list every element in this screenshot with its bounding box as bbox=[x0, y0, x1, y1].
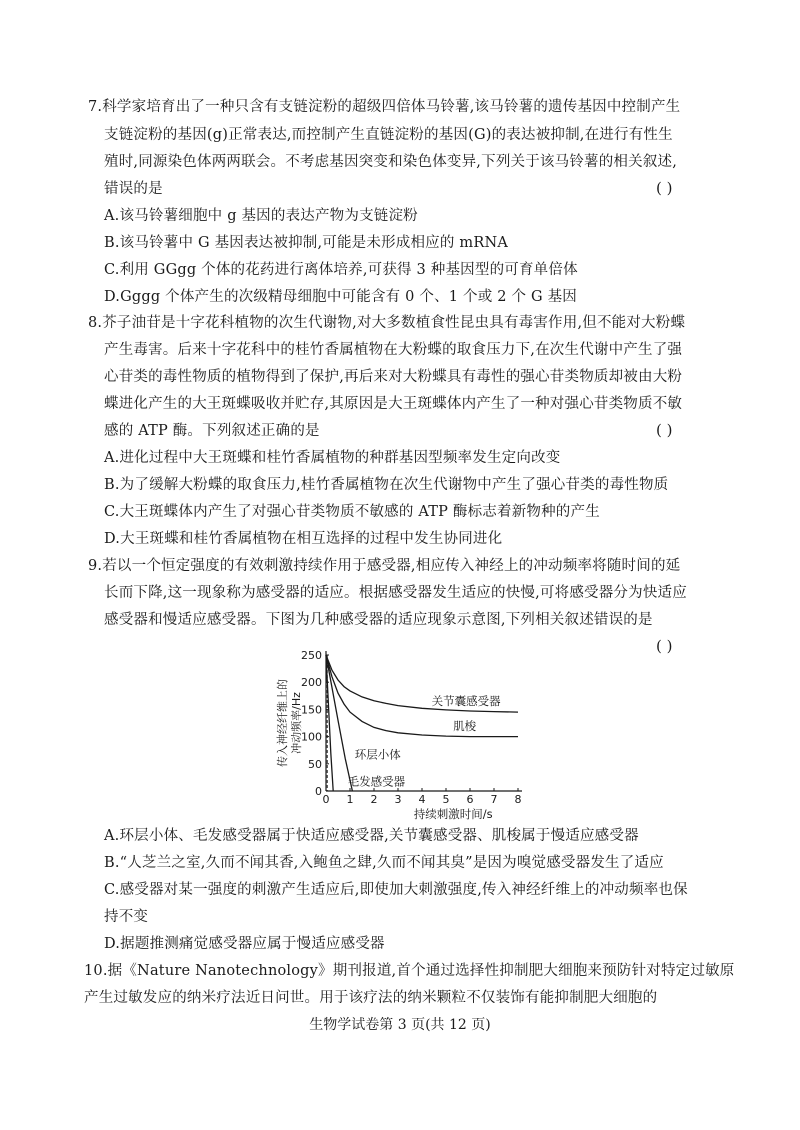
q9-option-b: B.“人芝兰之室,久而不闻其香,入鲍鱼之肆,久而不闻其臭”是因为嗅觉感受器发生了适应 bbox=[104, 855, 664, 871]
q8-stem-line-3: 心苷类的毒性物质的植物得到了保护,再后来对大粉蝶具有毒性的强心苷类物质却被由大粉 bbox=[104, 369, 683, 385]
q9-option-d: D.据题推测痛觉感受器应属于慢适应感受器 bbox=[104, 936, 385, 952]
q8-option-b: B.为了缓解大粉蝶的取食压力,桂竹香属植物在次生代谢物中产生了强心苷类的毒性物质 bbox=[104, 477, 669, 493]
y-tick-label: 150 bbox=[301, 703, 322, 717]
x-axis-title: 持续刺激时间/s bbox=[413, 807, 493, 821]
y-axis-title-line-2: 冲动频率/Hz bbox=[290, 692, 303, 754]
x-tick-label: 7 bbox=[490, 793, 498, 806]
q10-stem-line-1: 10.据《Nature Nanotechnology》期刊报道,首个通过选择性抑制肥大细胞来预防针对特定过敏原 bbox=[84, 963, 735, 979]
adaptation-chart bbox=[268, 643, 538, 821]
x-tick-label: 5 bbox=[442, 793, 450, 806]
q9-answer-blank: ( ) bbox=[656, 637, 673, 655]
q7-stem-line-2: 支链淀粉的基因(g)正常表达,而控制产生直链淀粉的基因(G)的表达被抑制,在进行有性生 bbox=[104, 127, 673, 143]
q8-stem-line-2: 产生毒害。后来十字花科中的桂竹香属植物在大粉蝶的取食压力下,在次生代谢中产生了强 bbox=[104, 342, 683, 358]
y-tick-label: 200 bbox=[301, 676, 322, 690]
y-tick-label: 50 bbox=[308, 757, 322, 771]
q9-stem-line-2: 长而下降,这一现象称为感受器的适应。根据感受器发生适应的快慢,可将感受器分为快适应 bbox=[104, 585, 687, 601]
q9-option-a: A.环层小体、毛发感受器属于快适应感受器,关节囊感受器、肌梭属于慢适应感受器 bbox=[104, 828, 639, 844]
q7-answer-blank: ( ) bbox=[656, 179, 673, 197]
q8-option-c: C.大王斑蝶体内产生了对强心苷类物质不敏感的 ATP 酶标志着新物种的产生 bbox=[104, 504, 600, 520]
q9-stem-line-1: 9.若以一个恒定强度的有效刺激持续作用于感受器,相应传入神经上的冲动频率将随时间的延 bbox=[88, 558, 681, 574]
q8-stem-line-1: 8.芥子油苷是十字花科植物的次生代谢物,对大多数植食性昆虫具有毒害作用,但不能对大粉蝶 bbox=[88, 315, 686, 331]
q10-stem-line-2: 产生过敏发应的纳米疗法近日问世。用于该疗法的纳米颗粒不仅装饰有能抑制肥大细胞的 bbox=[84, 990, 658, 1006]
x-tick-label: 0 bbox=[322, 793, 330, 806]
x-tick-label: 6 bbox=[466, 793, 474, 806]
y-tick-label: 0 bbox=[315, 785, 322, 798]
series-label-4: 毛发感受器 bbox=[347, 774, 406, 789]
q9-option-c: C.感受器对某一强度的刺激产生适应后,即使加大刺激强度,传入神经纤维上的冲动频率也保 bbox=[104, 882, 688, 898]
y-tick-label: 250 bbox=[301, 649, 322, 662]
x-tick-label: 4 bbox=[418, 793, 426, 806]
q7-option-a: A.该马铃薯细胞中 g 基因的表达产物为支链淀粉 bbox=[104, 208, 418, 224]
series-label-1: 关节囊感受器 bbox=[431, 694, 501, 709]
q9-stem-line-3: 感受器和慢适应感受器。下图为几种感受器的适应现象示意图,下列相关叙述错误的是 bbox=[104, 612, 653, 628]
y-axis-title-line-1: 传入神经纤维上的 bbox=[276, 679, 289, 767]
q8-option-d: D.大王斑蝶和桂竹香属植物在相互选择的过程中发生协同进化 bbox=[104, 531, 503, 547]
q8-stem-line-5: 感的 ATP 酶。下列叙述正确的是 bbox=[104, 423, 320, 439]
x-tick-label: 1 bbox=[346, 793, 354, 806]
x-tick-label: 3 bbox=[394, 793, 402, 806]
series-label-3: 环层小体 bbox=[354, 747, 401, 762]
q7-option-d: D.Gggg 个体产生的次级精母细胞中可能含有 0 个、1 个或 2 个 G 基因 bbox=[104, 289, 577, 305]
y-tick-label: 100 bbox=[301, 730, 322, 744]
q8-option-a: A.进化过程中大王斑蝶和桂竹香属植物的种群基因型频率发生定向改变 bbox=[104, 450, 561, 466]
q8-stem-line-4: 蝶进化产生的大王斑蝶吸收并贮存,其原因是大王斑蝶体内产生了一种对强心苷类物质不敏 bbox=[104, 396, 683, 412]
x-tick-label: 2 bbox=[370, 793, 378, 806]
q9-option-c-cont: 持不变 bbox=[104, 909, 149, 925]
series-label-2: 肌梭 bbox=[453, 719, 477, 734]
q7-stem-line-1: 7.科学家培育出了一种只含有支链淀粉的超级四倍体马铃薯,该马铃薯的遗传基因中控制产生 bbox=[88, 99, 681, 115]
q7-option-c: C.利用 GGgg 个体的花药进行离体培养,可获得 3 种基因型的可育单倍体 bbox=[104, 262, 578, 278]
x-tick-label: 8 bbox=[514, 793, 522, 806]
q8-answer-blank: ( ) bbox=[656, 421, 673, 439]
page-footer: 生物学试卷第 3 页(共 12 页) bbox=[309, 1017, 491, 1033]
q7-option-b: B.该马铃薯中 G 基因表达被抑制,可能是未形成相应的 mRNA bbox=[104, 235, 509, 251]
q7-stem-line-4: 错误的是 bbox=[104, 181, 163, 197]
q7-stem-line-3: 殖时,同源染色体两两联会。不考虑基因突变和染色体变异,下列关于该马铃薯的相关叙述, bbox=[104, 154, 678, 170]
